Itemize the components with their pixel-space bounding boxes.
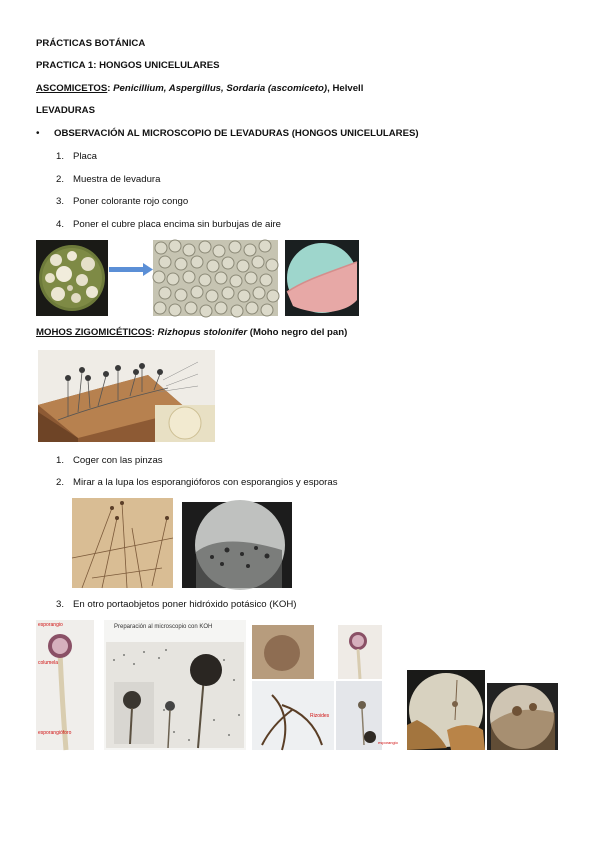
sporangia-microscope-photo	[182, 502, 292, 588]
rhizoids-photo-grid	[252, 625, 398, 750]
list-item: Muestra de levadura	[73, 174, 161, 185]
label-esporangioforo: esporangióforo	[38, 730, 72, 736]
microscope-sporangia-detail-photo	[487, 683, 558, 750]
petri-dish-photo	[36, 240, 108, 316]
ascomicetos-species: Penicillium, Aspergillus, Sordaria (ascomiceto)	[113, 83, 328, 94]
sporangium-labeled-photo	[36, 620, 94, 750]
label-esporangio-2: esporangio	[378, 740, 398, 745]
step-number: 1.	[56, 455, 65, 466]
bullet-observacion: OBSERVACIÓN AL MICROSCOPIO DE LEVADURAS (HONGOS UNICELULARES)	[54, 128, 419, 139]
mohos-sep: :	[151, 327, 158, 338]
ascomicetos-tail: , Helvell	[327, 83, 364, 94]
label-rizoides: Rizoides	[310, 713, 330, 719]
bullet-dot: •	[36, 128, 40, 139]
mohos-species: Rizhopus stolonifer	[157, 327, 248, 338]
label-esporangio: esporangio	[38, 622, 63, 628]
step-number: 3.	[56, 196, 65, 207]
ascomicetos-sep: :	[107, 83, 114, 94]
ascomicetos-line	[36, 83, 363, 95]
arrow-right-icon	[109, 262, 153, 276]
list-item: Poner colorante rojo congo	[73, 196, 189, 207]
doc-title: PRÁCTICAS BOTÁNICA	[36, 38, 146, 49]
list-item: Coger con las pinzas	[73, 455, 163, 466]
step-number: 1.	[56, 151, 65, 162]
yeast-cells-photo	[153, 240, 278, 316]
mohos-line	[36, 327, 347, 339]
microscope-sporangia-brown-photo	[407, 670, 485, 750]
list-item: Poner el cubre placa encima sin burbujas de aire	[73, 219, 281, 230]
step-number: 3.	[56, 599, 65, 610]
practice-heading: PRACTICA 1: HONGOS UNICELULARES	[36, 60, 220, 71]
koh-caption: Preparación al microscopio con KOH	[114, 624, 213, 630]
step-number: 2.	[56, 174, 65, 185]
label-columela: columela	[38, 660, 59, 666]
list-item: En otro portaobjetos poner hidróxido potásico (KOH)	[73, 599, 297, 610]
mohos-common: (Moho negro del pan)	[247, 327, 348, 338]
ascomicetos-label: ASCOMICETOS	[36, 83, 108, 94]
levaduras-heading: LEVADURAS	[36, 105, 95, 116]
mohos-label: MOHOS ZIGOMICÉTICOS	[36, 327, 152, 338]
list-item: Placa	[73, 151, 97, 162]
step-number: 2.	[56, 477, 65, 488]
bread-mold-illustration	[38, 350, 215, 442]
list-item: Mirar a la lupa los esporangióforos con esporangios y esporas	[73, 477, 338, 488]
microscope-field-photo	[285, 240, 359, 316]
sporangiophores-lupa-photo	[72, 498, 173, 588]
koh-preparation-figure	[104, 620, 246, 750]
step-number: 4.	[56, 219, 65, 230]
